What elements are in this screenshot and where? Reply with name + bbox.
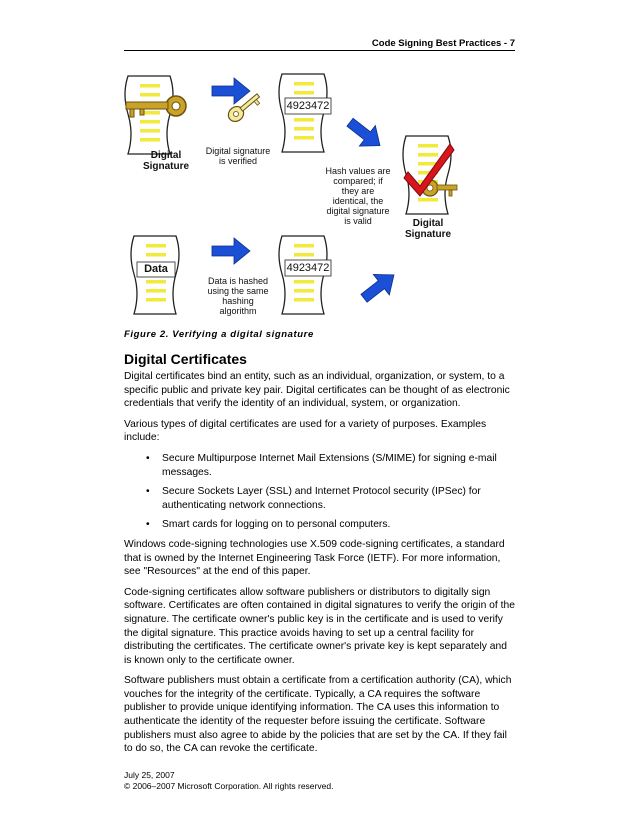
arrow-icon [342, 112, 388, 156]
hash-document-icon [279, 74, 331, 152]
verification-diagram [118, 62, 458, 324]
hashed-label: Data is hashed using the same hashing algorithm [207, 276, 269, 316]
arrow-icon [212, 78, 250, 104]
paragraph: Various types of digital certificates are used for a variety of purposes. Examples include: [124, 418, 487, 444]
arrow-icon [356, 265, 402, 309]
signed-document-icon [125, 76, 186, 154]
signature-verified-label: Digital signature is verified [205, 146, 271, 166]
list-item: • Secure Multipurpose Internet Mail Extensions (S/MIME) for signing e-mail messages. [146, 452, 497, 478]
hash-document-icon [279, 236, 331, 314]
bullet-icon: • [146, 486, 150, 498]
paragraph: Windows code-signing technologies use X.509 code-signing certificates, a standard that is owned by the Internet Engineering Task Force (IETF). For more information, see "Resources" at the end of this paper. [124, 538, 505, 578]
page-footer [124, 770, 333, 792]
digital-signature-label: Digital Signature [142, 150, 190, 172]
paragraph: Software publishers must obtain a certificate from a certification authority (CA), which vouches for the integrity of the certificate. Typically, a CA requires the software publisher to provide unique identifying information. The CA uses this information to authenticate the identity of the requester before issuing the certificate. Software publishers must also agree to abide by the policies that are set by the CA. If they fail to do so, the CA can revoke the certificate. [124, 675, 512, 755]
paragraph: Code-signing certificates allow software publishers or distributors to digitally sign software. Certificates are often contained in digital signatures to verify the origin of the signature. The certificate owner's public key is in the certificate and is used to verify the digital signature. This practice avoids having to set up a central facility for distributing the certificates. The certificate owner's private key is kept separately and is known only to the certificate owner. [124, 586, 515, 666]
valid-signature-icon [403, 136, 457, 214]
bullet-icon: • [146, 519, 150, 531]
hash-value-bottom: 4923472 [286, 262, 330, 274]
list-item: • Smart cards for logging on to personal computers. [146, 519, 391, 531]
bullet-icon: • [146, 452, 150, 464]
list-item: • Secure Sockets Layer (SSL) and Internet Protocol security (IPSec) for authenticating network connections. [146, 486, 481, 511]
data-document-icon [131, 236, 179, 314]
page-header: Code Signing Best Practices - 7 [371, 38, 515, 49]
hash-value-top: 4923472 [286, 100, 330, 112]
data-label: Data [144, 263, 168, 275]
body-text [124, 370, 516, 763]
paragraph: Digital certificates bind an entity, such as an individual, organization, or system, to a specific public and private key pair. Digital certificates can be thought of as electronic credentials that verify the identity of an individual, system, or organization. [124, 371, 510, 410]
valid-signature-label: Digital Signature [404, 218, 452, 240]
footer-copyright: © 2006–2007 Microsoft Corporation. All rights reserved. [124, 781, 334, 791]
section-heading: Digital Certificates [124, 351, 247, 367]
arrow-icon [212, 238, 250, 264]
header-rule [124, 50, 515, 51]
compare-label: Hash values are compared; if they are identical, the digital signature is valid [325, 166, 391, 226]
figure-caption: Figure 2. Verifying a digital signature [124, 329, 314, 340]
footer-date: July 25, 2007 [124, 770, 175, 780]
